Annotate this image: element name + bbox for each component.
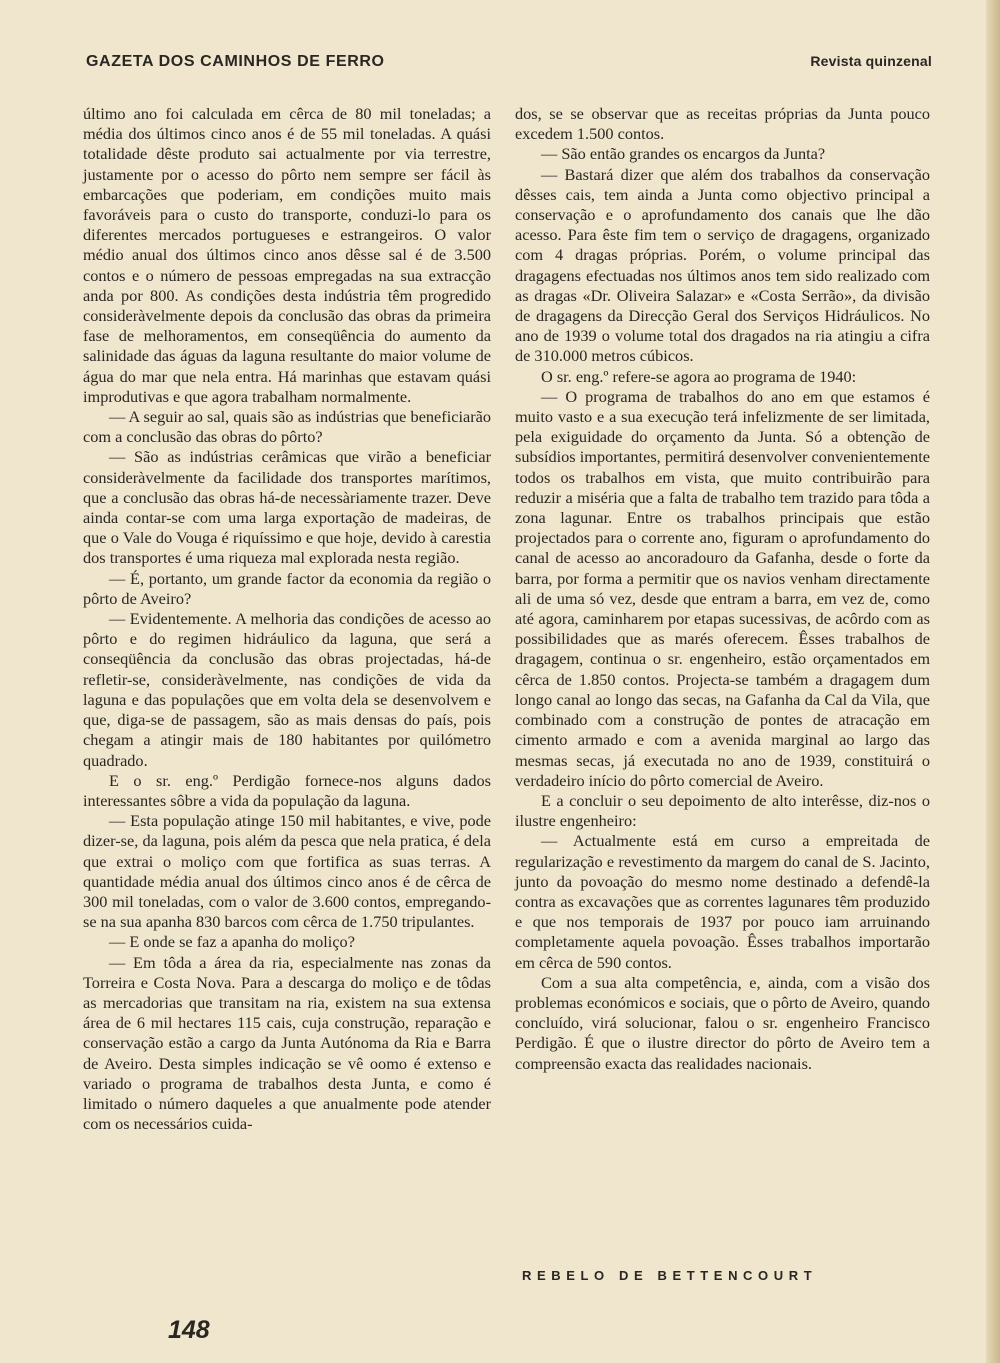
- paragraph: — E onde se faz a apanha do moliço?: [109, 932, 355, 952]
- paragraph: Com a sua alta competência, e, ainda, com a visão dos problemas económicos e sociais, que o pôrto de Aveiro, quando concluído, virá solucionar, falou o sr. engenheiro Francisco Perdigão. É que o ilustre director do pôrto de Aveiro tem a compreensão exacta das realidades nacionais.: [515, 972, 930, 1073]
- page-edge: [986, 0, 1000, 1363]
- paragraph: — É, portanto, um grande factor da economia da região o pôrto de Aveiro?: [83, 568, 491, 608]
- paragraph: último ano foi calculada em cêrca de 80 mil toneladas; a média dos últimos cinco anos é de 55 mil toneladas. A quási totalidade dêste produto sai actualmente por via terrestre, justamente por o acesso do pôrto nem sempre ser fácil às embarcações que poderiam, em condições muito mais favoráveis para o custo do transporte, conduzi-lo para os diferentes mercados portugueses e estrangeiros. O valor médio anual dos últimos cinco anos dêsse sal é de 3.500 contos e o número de pessoas empregadas na sua extracção anda por 800. As condições desta indústria têm progredido consideràvelmente depois da conclusão das obras da primeira fase de melhoramentos, em conseqüência do aumento da salinidade das águas da laguna resultante do maior volume de água do mar que nela entra. Há marinhas que estavam quási improdutivas e que agora trabalham normalmente.: [83, 104, 491, 406]
- journal-title: GAZETA DOS CAMINHOS DE FERRO: [86, 53, 385, 70]
- page-header: [86, 50, 932, 80]
- paragraph: — São então grandes os encargos da Junta?: [541, 144, 826, 164]
- paragraph: — O programa de trabalhos do ano em que estamos é muito vasto e a sua execução terá infelizmente de ser limitada, pela exiguidade do orçamento da Junta. Só a obtenção de subsídios importantes, permitirá desenvolver convenientemente todos os trabalhos em vista, que muito contribuirão para reduzir a miséria que a falta de trabalho tem trazido para tôda a zona lagunar. Entre os trabalhos principais que estão projectados para o corrente ano, figuram o aprofundamento do canal de acesso ao ancoradouro da Gafanha, desde o forte da barra, por forma a permitir que os navios venham directamente ali de uma só vez, desde que entram a barra, em vez de, como até agora, caminharem por etapas sucessivas, de acôrdo com as possibilidades que as marés oferecem. Êsses trabalhos de dragagem, continua o sr. engenheiro, estão orçamentados em cêrca de 1.850 contos. Projecta-se também a dragagem dum longo canal ao longo das secas, na Gafanha da Cal da Vila, que combinado com a construção de pontes de atracação em cimento armado e com a avenida marginal ao largo das mesmas secas, já executada no ano de 1939, constituirá o verdadeiro início do pôrto comercial de Aveiro.: [515, 386, 930, 790]
- journal-subtitle: Revista quinzenal: [810, 53, 932, 69]
- paragraph: E o sr. eng.º Perdigão fornece-nos alguns dados interessantes sôbre a vida da população da laguna.: [83, 770, 491, 810]
- paragraph: — A seguir ao sal, quais são as indústrias que beneficiarão com a conclusão das obras do pôrto?: [83, 407, 491, 447]
- paragraph: — Esta população atinge 150 mil habitantes, e vive, pode dizer-se, da laguna, pois além da pesca que nela pratica, é dela que extrai o moliço com que fortifica as suas terras. A quantidade média anual dos últimos cinco anos é de cêrca de 300 mil toneladas, com o valor de 3.600 contos, empregando-se na sua apanha 830 barcos com cêrca de 1.750 tripulantes.: [83, 811, 491, 932]
- paragraph: — Bastará dizer que além dos trabalhos da conservação dêsses cais, tem ainda a Junta como objectivo principal a conservação e o aprofundamento dos canais que lhe dão acesso. Para êste fim tem o serviço de dragagens, organizado com 4 dragas próprias. Porém, o volume principal das dragagens efectuadas nos últimos anos tem sido realizado com as dragas «Dr. Oliveira Salazar» e «Costa Serrão», da divisão de dragagens da Direcção Geral dos Serviços Hidráulicos. No ano de 1939 o volume total dos dragados na ria atingiu a cifra de 310.000 metros cúbicos.: [515, 164, 930, 366]
- page-number: 148: [168, 1316, 210, 1344]
- paragraph: O sr. eng.º refere-se agora ao programa de 1940:: [541, 366, 857, 386]
- author-signature: REBELO DE BETTENCOURT: [522, 1268, 818, 1283]
- paragraph: — Em tôda a área da ria, especialmente nas zonas da Torreira e Costa Nova. Para a descarga do moliço e de tôdas as mercadorias que transitam na ria, existem na sua extensa área de 6 mil hectares 115 cais, cuja construção, reparação e conservação estão a cargo da Junta Autónoma da Ria e Barra de Aveiro. Desta simples indicação se vê oomo é extenso e variado o programa de trabalhos desta Junta, e como é limitado o número daqueles a que anualmente pode atender com os necessários cuida-: [83, 952, 491, 1134]
- left-column: [83, 104, 491, 1134]
- paragraph: — Evidentemente. A melhoria das condições de acesso ao pôrto e do regimen hidráulico da laguna, que será a conseqüência da conclusão das obras projectadas, há-de refletir-se, consideràvelmente, nas condições de vida da laguna e das populações que em volta dela se desenvolvem e que, diga-se de passagem, são as mais densas do país, pois chegam a atingir mais de 180 habitantes por quilómetro quadrado.: [83, 609, 491, 770]
- paragraph: — São as indústrias cerâmicas que virão a beneficiar consideràvelmente da facilidade dos transportes marítimos, que a conclusão das obras há-de necessàriamente trazer. Deve ainda contar-se com uma larga exportação de madeiras, de que o Vale do Vouga é riquíssimo e que hoje, devido à carestia dos transportes é uma riqueza mal explorada nesta região.: [83, 447, 491, 568]
- paragraph: dos, se se observar que as receitas próprias da Junta pouco excedem 1.500 contos.: [515, 104, 930, 144]
- right-column: [515, 104, 930, 1074]
- paragraph: E a concluir o seu depoimento de alto interêsse, diz-nos o ilustre engenheiro:: [515, 790, 930, 831]
- paragraph: — Actualmente está em curso a empreitada de regularização e revestimento da margem do canal de S. Jacinto, junto da povoação do mesmo nome destinado a defendê-la contra as excavações que as correntes lagunares têm produzido e que nos temporais de 1937 por pouco iam arruinando completamente aquela povoação. Êsses trabalhos importarão em cêrca de 590 contos.: [515, 831, 930, 972]
